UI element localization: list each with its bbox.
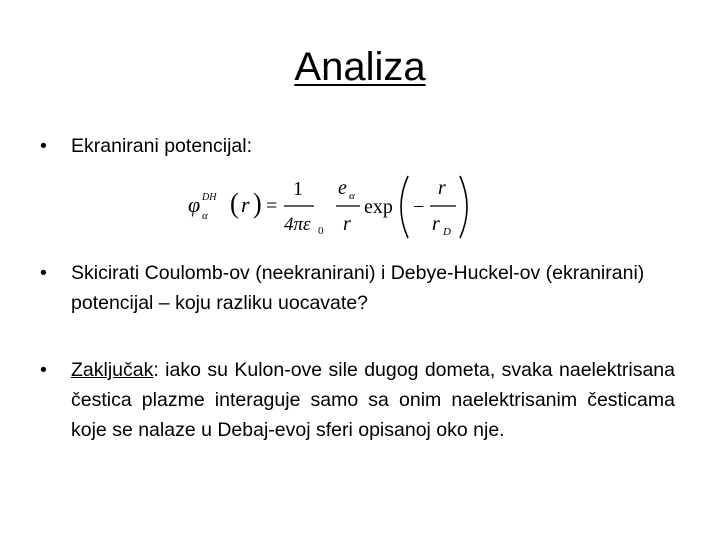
formula-frac1-denominator: 4πε bbox=[284, 214, 311, 235]
formula-frac1-numerator: 1 bbox=[293, 178, 303, 200]
formula-equals: = bbox=[266, 195, 278, 217]
bullet-dot: • bbox=[40, 135, 47, 157]
formula-paren-close: ) bbox=[253, 187, 262, 219]
bullet-dot: • bbox=[40, 262, 47, 284]
formula-phi-superscript: DH bbox=[202, 192, 217, 203]
formula-frac1-denominator-subscript: 0 bbox=[318, 225, 324, 237]
bullet-text: Ekranirani potencijal: bbox=[71, 135, 253, 157]
formula-frac2-numerator-subscript: α bbox=[349, 190, 355, 202]
formula-frac3-numerator: r bbox=[438, 177, 446, 199]
conclusion-lead: Zaključak bbox=[71, 359, 154, 381]
formula-frac3-denominator-subscript: D bbox=[443, 226, 451, 238]
bullet-text-conclusion bbox=[71, 355, 675, 445]
formula-frac2-numerator: e bbox=[338, 177, 347, 199]
formula-big-paren-right bbox=[460, 176, 467, 238]
formula-frac3-denominator: r bbox=[432, 213, 440, 235]
slide-title: Analiza bbox=[294, 45, 426, 89]
formula-phi: φ bbox=[188, 192, 201, 217]
formula-exp: exp bbox=[364, 196, 393, 218]
formula-paren-open: ( bbox=[230, 187, 239, 219]
debye-huckel-formula bbox=[186, 172, 476, 242]
bullet-item bbox=[40, 131, 675, 161]
bullet-item bbox=[40, 258, 675, 318]
formula-phi-subscript: α bbox=[202, 210, 208, 222]
conclusion-body: : iako su Kulon-ove sile dugog dometa, svaka naelektrisana čestica plazme interaguje samo sa onim naelektrisanim česticama koje se nalaze u Debaj-evoj sferi opisanoj oko nje. bbox=[71, 359, 675, 441]
bullet-item bbox=[40, 355, 675, 445]
bullet-dot: • bbox=[40, 359, 47, 381]
formula-big-paren-left bbox=[401, 176, 408, 238]
formula-frac2-denominator: r bbox=[343, 213, 351, 235]
bullet-text: Skicirati Coulomb-ov (neekranirani) i Debye-Huckel-ov (ekranirani) potencijal – koju razliku uocavate? bbox=[71, 262, 645, 314]
formula-minus: − bbox=[413, 196, 425, 218]
formula-arg: r bbox=[241, 192, 250, 217]
